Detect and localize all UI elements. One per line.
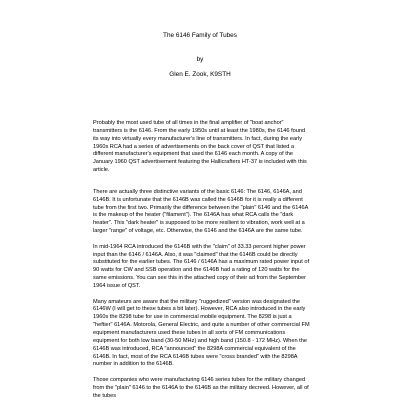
article-body [93, 120, 311, 400]
author-line: Glen E. Zook, K9STH [169, 71, 231, 78]
paragraph-military: Those companies who were manufacturing 6146 series tubes for the military changed from the "plain" 6146 to the 6146A to the 6146B as the military decreed. However, all of the tubes [93, 377, 309, 399]
paragraph-variants: There are actually three distinctive variants of the basic 6146: The 6146, 6146A, and 6146B. It is unfortunate that the 6146B was called the 6146B for it is really a different tube from the first two. Primarily the difference between the "plain" 6146 and the 6146A is the makeup of the heater ("filament"). The 6146A has what RCA calls the "dark heater". This "dark heater" is supposed to be more resilient to vibration, work well at a larger "range" of voltage, etc. Otherwise, the 6146 and the 6146A are the same tube. [93, 188, 309, 235]
paragraph-6146b: In mid-1964 RCA introduced the 6146B with the "claim" of 33.33 percent higher power input than the 6146 / 6146A. Also, it was "claimed" that the 6146B could be directly substituted for the earlier tubes. The 6146 / 6146A has a maximum rated power input of 90 watts for CW and SSB operation and the 6146B had a rating of 120 watts for the same emissions. You can see this in the attached copy of their ad from the September 1964 issue of QST. [93, 243, 310, 289]
paragraph-8298: Many amateurs are aware that the military "ruggedized" version was designated the 6146W (I will get to these tubes a bit later). However, RCA also introduced in the early 1960s the 8298 tube for use in commercial mobile equipment. The 8298 is just a "heftier" 6146A. Motorola, General Electric, and quite a number of other commercial FM equipment manufacturers used these tubes in all sorts of FM communications equipment for both low band (30-50 MHz) and high band (150.8 - 172 MHz). When the 6146B was introduced, RCA "announced" the 8298A commercial equivalent of the 6146B. In fact, most of the RCA 6146B tubes were "cross branded" with the 8298A number in addition to the 6146B. [93, 298, 310, 368]
document-title: The 6146 Family of Tubes [163, 32, 237, 39]
paragraph-intro: Probably the most used tube of all times in the final amplifier of "boat anchor" transmitters is the 6146. From the early 1950s until at least the 1980s, the 6146 found its way into virtually every manufacturer's line of transmitters. In fact, during the early 1960s RCA had a series of advertisements on the back cover of QST that listed a different manufacturer's equipment that used the 6146 each month. A copy of the January 1960 QST advertisement featuring the Hallicrafters HT-37 is included with this article. [93, 120, 307, 174]
byline: by [196, 56, 204, 63]
